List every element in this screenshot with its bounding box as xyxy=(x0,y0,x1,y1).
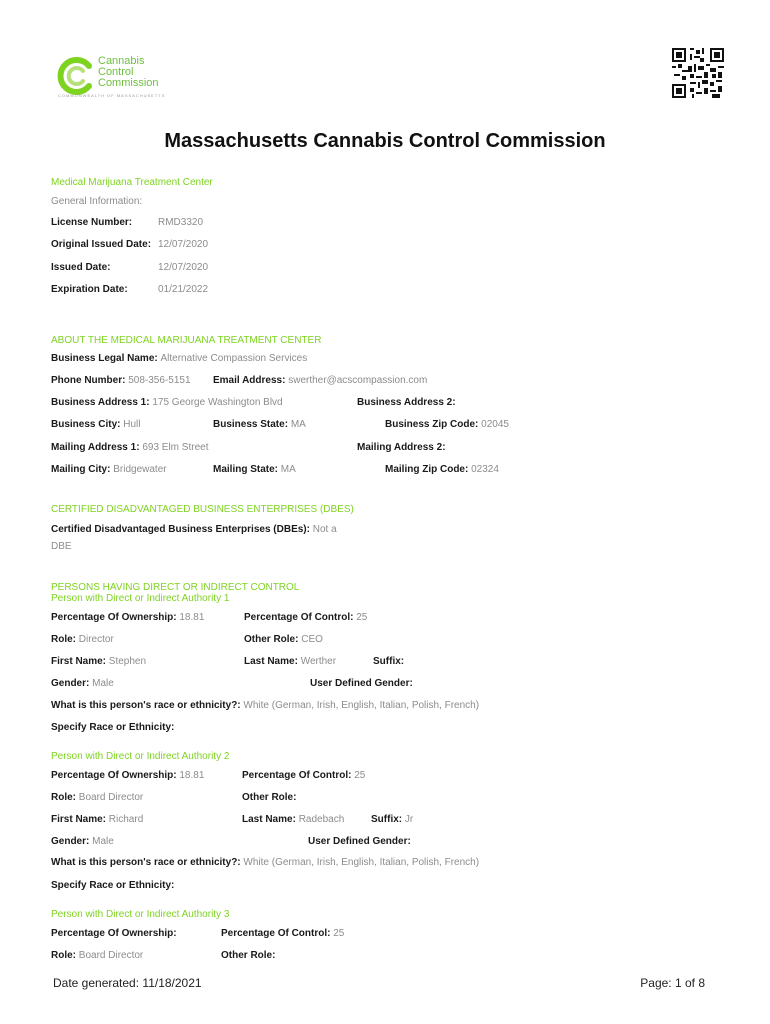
person-1-control-field xyxy=(244,612,367,623)
person-2-last-name-field xyxy=(242,814,344,825)
issued-date-label: Issued Date: xyxy=(51,262,111,273)
first-name-label: First Name: xyxy=(51,814,107,825)
license-number-label: License Number: xyxy=(51,217,133,228)
business-zip-value: 02045 xyxy=(481,419,509,430)
other-role-label: Other Role: xyxy=(242,792,297,803)
section-heading-mmtc: Medical Marijuana Treatment Center xyxy=(51,177,213,188)
person-2-title: Person with Direct or Indirect Authority 2 xyxy=(51,751,230,762)
business-legal-name-label: Business Legal Name: xyxy=(51,353,158,364)
mailing-address-2-label: Mailing Address 2: xyxy=(357,442,446,453)
person-2-user-gender-label: User Defined Gender: xyxy=(308,836,411,847)
person-3-other-role-field xyxy=(221,950,275,961)
license-number-value: RMD3320 xyxy=(158,217,204,228)
person-1-race-value: White (German, Irish, English, Italian, Polish, French) xyxy=(243,700,480,711)
section-heading-about: ABOUT THE MEDICAL MARIJUANA TREATMENT CENTER xyxy=(51,335,322,346)
mailing-city-value: Bridgewater xyxy=(113,464,167,475)
mailing-address-1-label: Mailing Address 1: xyxy=(51,442,140,453)
person-1-last-name-field xyxy=(244,656,336,667)
dbe-field xyxy=(51,524,337,535)
other-role-label: Other Role: xyxy=(244,634,299,645)
section-heading-persons: PERSONS HAVING DIRECT OR INDIRECT CONTROL xyxy=(51,582,300,593)
person-2-gender-value: Male xyxy=(92,836,114,847)
person-2-race-value: White (German, Irish, English, Italian, Polish, French) xyxy=(243,857,480,868)
business-address-2-label: Business Address 2: xyxy=(357,397,456,408)
mailing-zip-value: 02324 xyxy=(471,464,499,475)
person-1-gender-field xyxy=(51,678,114,689)
person-3-role-field xyxy=(51,950,143,961)
business-state-value: MA xyxy=(290,419,306,430)
logo-line-3: Commission xyxy=(98,77,159,89)
person-1-title: Person with Direct or Indirect Authority 1 xyxy=(51,593,230,604)
role-label: Role: xyxy=(51,634,76,645)
page-title: Massachusetts Cannabis Control Commission xyxy=(164,130,606,152)
suffix-label: Suffix: xyxy=(371,814,403,825)
business-address-1-value: 175 George Washington Blvd xyxy=(152,397,283,408)
mailing-zip-label: Mailing Zip Code: xyxy=(385,464,469,475)
person-3-role-value: Board Director xyxy=(78,950,144,961)
person-2-role-value: Board Director xyxy=(78,792,144,803)
person-1-ownership-field xyxy=(51,612,204,623)
role-label: Role: xyxy=(51,792,76,803)
person-3-title: Person with Direct or Indirect Authority 3 xyxy=(51,909,230,920)
person-2-specify-race-label: Specify Race or Ethnicity: xyxy=(51,880,175,891)
date-generated-label: Date generated: xyxy=(53,976,140,990)
business-state-label: Business State: xyxy=(213,419,289,430)
dbe-value-line-2: DBE xyxy=(51,541,72,552)
expiration-date-label: Expiration Date: xyxy=(51,284,128,295)
mailing-state-field xyxy=(213,464,296,475)
ownership-label: Percentage Of Ownership: xyxy=(51,770,177,781)
person-1-control-value: 25 xyxy=(356,612,368,623)
logo-line-2: Control xyxy=(98,66,134,78)
mailing-zip-field xyxy=(385,464,499,475)
control-label: Percentage Of Control: xyxy=(221,928,331,939)
person-3-control-value: 25 xyxy=(333,928,345,939)
person-3-control-field xyxy=(221,928,344,939)
gender-label: Gender: xyxy=(51,678,90,689)
person-2-suffix-field xyxy=(371,814,413,825)
person-2-last-name-value: Radebach xyxy=(298,814,345,825)
race-label: What is this person's race or ethnicity?: xyxy=(51,700,241,711)
email-address-field xyxy=(213,375,427,386)
mailing-state-value: MA xyxy=(280,464,296,475)
ownership-label: Percentage Of Ownership: xyxy=(51,612,177,623)
person-1-other-role-value: CEO xyxy=(301,634,323,645)
person-1-user-gender-label: User Defined Gender: xyxy=(310,678,413,689)
date-generated-value: 11/18/2021 xyxy=(142,976,202,990)
person-2-ownership-field xyxy=(51,770,204,781)
section-heading-dbe: CERTIFIED DISADVANTAGED BUSINESS ENTERPRISES (DBES) xyxy=(51,504,354,515)
person-1-suffix-field xyxy=(373,656,404,667)
person-1-role-value: Director xyxy=(78,634,114,645)
dbe-label: Certified Disadvantaged Business Enterprises (DBEs): xyxy=(51,524,310,535)
business-city-field xyxy=(51,419,140,430)
original-issued-date-label: Original Issued Date: xyxy=(51,239,152,250)
business-city-value: Hull xyxy=(123,419,141,430)
person-2-first-name-field xyxy=(51,814,143,825)
mailing-state-label: Mailing State: xyxy=(213,464,279,475)
person-2-ownership-value: 18.81 xyxy=(179,770,205,781)
person-2-role-field xyxy=(51,792,143,803)
general-info-heading: General Information: xyxy=(51,196,143,207)
business-zip-field xyxy=(385,419,509,430)
mailing-address-1-value: 693 Elm Street xyxy=(142,442,209,453)
race-label: What is this person's race or ethnicity?: xyxy=(51,857,241,868)
logo xyxy=(56,54,186,100)
person-2-suffix-value: Jr xyxy=(404,814,414,825)
mailing-city-field xyxy=(51,464,167,475)
person-1-gender-value: Male xyxy=(92,678,114,689)
business-legal-name-field xyxy=(51,353,307,364)
date-generated xyxy=(53,976,202,990)
person-1-role-field xyxy=(51,634,114,645)
business-address-1-field xyxy=(51,397,283,408)
person-1-first-name-value: Stephen xyxy=(108,656,147,667)
phone-number-field xyxy=(51,375,191,386)
logo-tagline: COMMONWEALTH OF MASSACHUSETTS xyxy=(58,93,166,98)
business-address-1-label: Business Address 1: xyxy=(51,397,150,408)
suffix-label: Suffix: xyxy=(373,656,405,667)
first-name-label: First Name: xyxy=(51,656,107,667)
email-address-label: Email Address: xyxy=(213,375,286,386)
last-name-label: Last Name: xyxy=(242,814,296,825)
ownership-label: Percentage Of Ownership: xyxy=(51,928,177,939)
original-issued-date-value: 12/07/2020 xyxy=(158,239,209,250)
person-1-last-name-value: Werther xyxy=(300,656,337,667)
person-2-race-field xyxy=(51,857,479,868)
mailing-city-label: Mailing City: xyxy=(51,464,111,475)
control-label: Percentage Of Control: xyxy=(242,770,352,781)
person-1-first-name-field xyxy=(51,656,146,667)
role-label: Role: xyxy=(51,950,76,961)
control-label: Percentage Of Control: xyxy=(244,612,354,623)
person-2-control-value: 25 xyxy=(354,770,366,781)
person-2-control-field xyxy=(242,770,365,781)
person-3-ownership-field xyxy=(51,928,177,939)
issued-date-value: 12/07/2020 xyxy=(158,262,209,273)
person-1-other-role-field xyxy=(244,634,323,645)
business-state-field xyxy=(213,419,306,430)
logo-mark-icon xyxy=(56,56,96,96)
person-2-other-role-field xyxy=(242,792,296,803)
gender-label: Gender: xyxy=(51,836,90,847)
email-address-value: swerther@acscompassion.com xyxy=(288,375,428,386)
mailing-address-1-field xyxy=(51,442,208,453)
phone-number-value: 508-356-5151 xyxy=(128,375,191,386)
person-1-ownership-value: 18.81 xyxy=(179,612,205,623)
qr-code-icon xyxy=(672,48,724,98)
person-1-race-field xyxy=(51,700,479,711)
person-2-gender-field xyxy=(51,836,114,847)
business-zip-label: Business Zip Code: xyxy=(385,419,479,430)
business-legal-name-value: Alternative Compassion Services xyxy=(160,353,308,364)
phone-number-label: Phone Number: xyxy=(51,375,126,386)
business-city-label: Business City: xyxy=(51,419,121,430)
last-name-label: Last Name: xyxy=(244,656,298,667)
dbe-value-line-1: Not a xyxy=(312,524,337,535)
other-role-label: Other Role: xyxy=(221,950,276,961)
person-2-first-name-value: Richard xyxy=(108,814,144,825)
person-1-specify-race-label: Specify Race or Ethnicity: xyxy=(51,722,175,733)
expiration-date-value: 01/21/2022 xyxy=(158,284,209,295)
page-number: Page: 1 of 8 xyxy=(640,976,705,990)
logo-line-1: Cannabis xyxy=(98,55,145,67)
